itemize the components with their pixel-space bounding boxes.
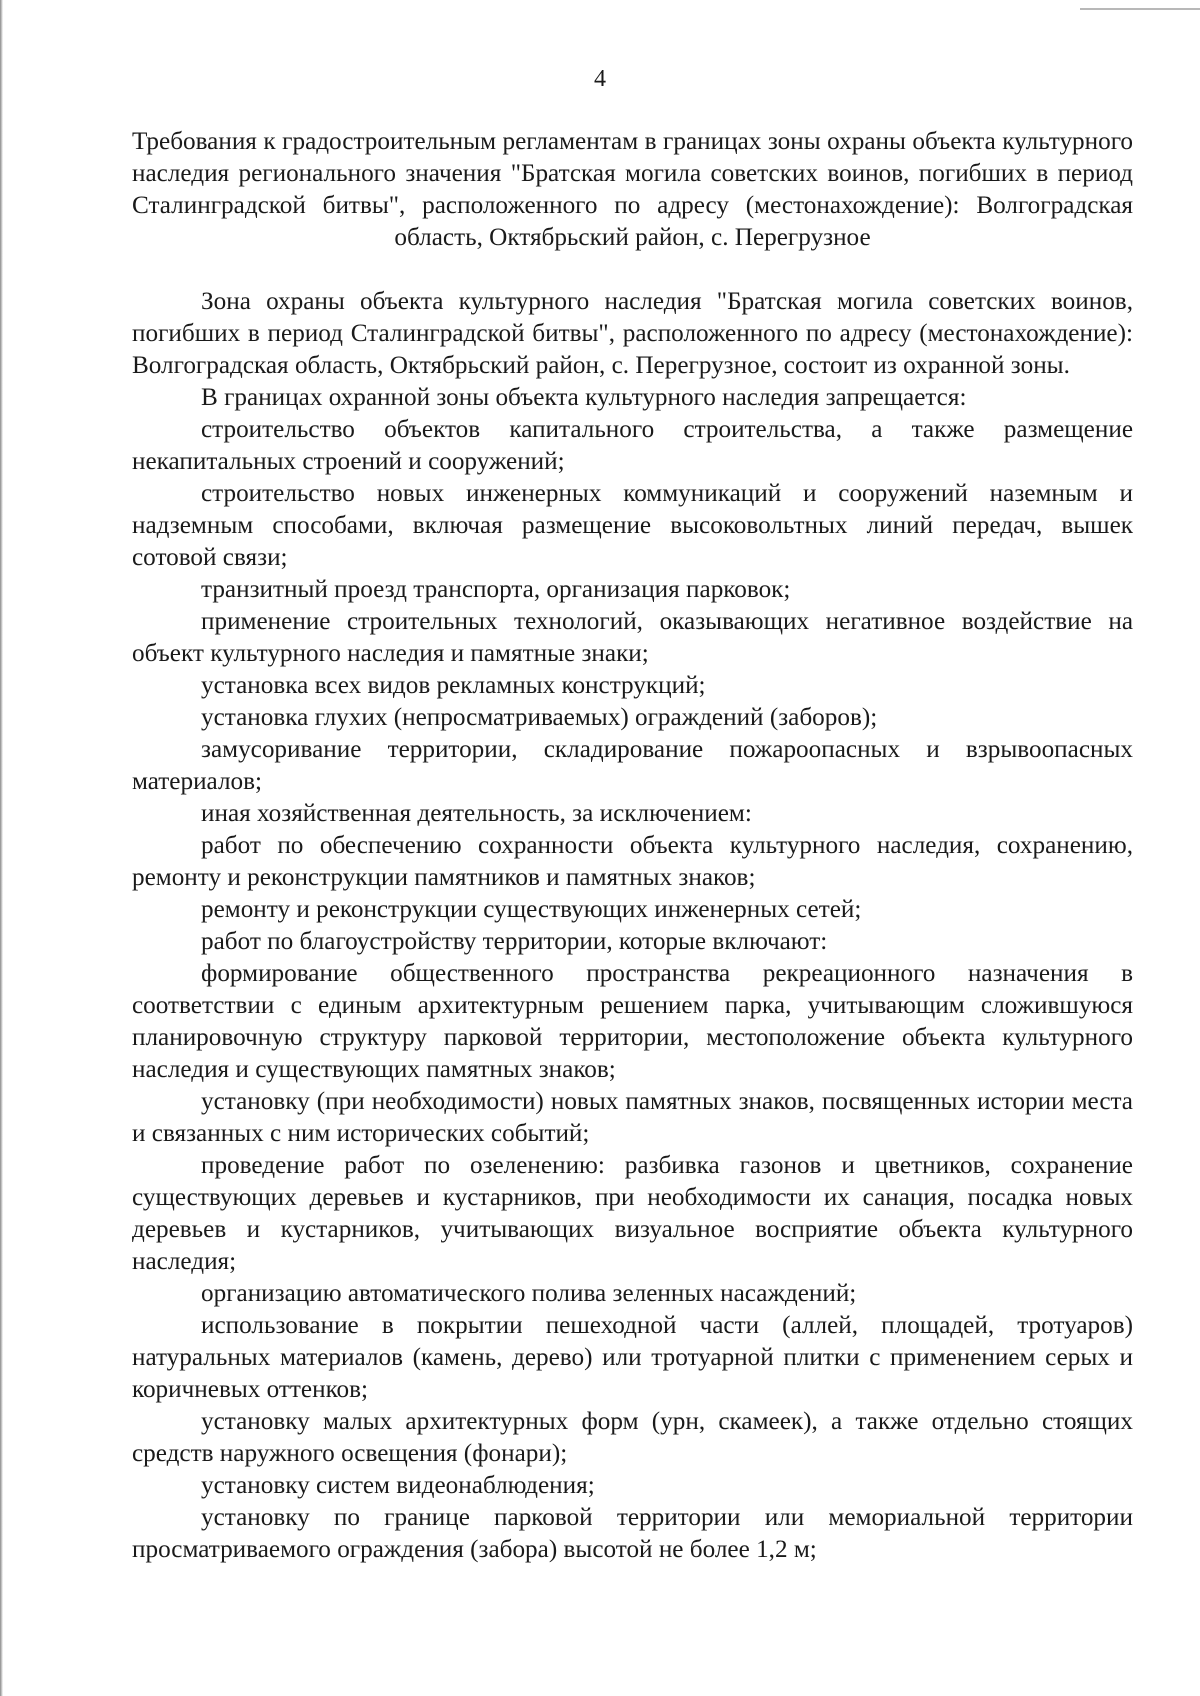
paragraph-item: формирование общественного пространства рекреационного назначения в соответствии с единым архитектурным решением парка, учитывающим сложившуюся планировочную структуру парковой территории, местоположение объекта культурного наследия и существующих памятных знаков; (132, 960, 1133, 1083)
paragraph-item: установка всех видов рекламных конструкций; (201, 672, 706, 699)
paragraph-item: замусоривание территории, складирование пожароопасных и взрывоопасных материалов; (132, 736, 1133, 795)
paragraph-item: работ по обеспечению сохранности объекта культурного наследия, сохранению, ремонту и реконструкции памятников и памятных знаков; (132, 832, 1133, 891)
paragraph-item: установка глухих (непросматриваемых) ограждений (заборов); (201, 704, 878, 731)
paragraph-item: установку систем видеонаблюдения; (201, 1472, 595, 1499)
paragraph-item: применение строительных технологий, оказывающих негативное воздействие на объект культурного наследия и памятные знаки; (132, 608, 1133, 667)
paragraph-item: проведение работ по озеленению: разбивка газонов и цветников, сохранение существующих деревьев и кустарников, при необходимости их санация, посадка новых деревьев и кустарников, учитывающих визуальное восприятие объекта культурного наследия; (132, 1152, 1133, 1275)
paragraph-item: строительство объектов капитального строительства, а также размещение некапитальных строений и сооружений; (132, 416, 1133, 475)
paragraph-exceptions-intro: иная хозяйственная деятельность, за исключением: (201, 800, 752, 827)
scan-corner-mark (1080, 0, 1200, 10)
paragraph-item: организацию автоматического полива зеленных насаждений; (201, 1280, 857, 1307)
paragraph-prohibitions-intro: В границах охранной зоны объекта культурного наследия запрещается: (201, 384, 967, 411)
paragraph-item: установку (при необходимости) новых памятных знаков, посвященных истории места и связанных с ним исторических событий; (132, 1088, 1133, 1147)
page-number: 4 (594, 66, 606, 92)
paragraph-item: ремонту и реконструкции существующих инженерных сетей; (201, 896, 862, 923)
paragraph-item: транзитный проезд транспорта, организация парковок; (201, 576, 791, 603)
scan-edge-left (0, 0, 3, 1696)
document-body (132, 126, 1133, 1566)
paragraph-improvement-intro: работ по благоустройству территории, которые включают: (201, 928, 828, 955)
document-title: Требования к градостроительным регламентам в границах зоны охраны объекта культурного наследия регионального значения "Братская могила советских воинов, погибших в период Сталинградской битвы", расположенного по адресу (местонахождение): Волгоградская область, Октябрьский район, с. Перегрузное (132, 128, 1133, 251)
paragraph-zone-definition: Зона охраны объекта культурного наследия "Братская могила советских воинов, погибших в период Сталинградской битвы", расположенного по адресу (местонахождение): Волгоградская область, Октябрьский район, с. Перегрузное, состоит из охранной зоны. (132, 288, 1133, 379)
paragraph-item: установку малых архитектурных форм (урн, скамеек), а также отдельно стоящих средств наружного освещения (фонари); (132, 1408, 1133, 1467)
paragraph-item: строительство новых инженерных коммуникаций и сооружений наземным и надземным способами, включая размещение высоковольтных линий передач, вышек сотовой связи; (132, 480, 1133, 571)
paragraph-item: установку по границе парковой территории или мемориальной территории просматриваемого ограждения (забора) высотой не более 1,2 м; (132, 1504, 1133, 1563)
paragraph-item: использование в покрытии пешеходной части (аллей, площадей, тротуаров) натуральных материалов (камень, дерево) или тротуарной плитки с применением серых и коричневых оттенков; (132, 1312, 1133, 1403)
